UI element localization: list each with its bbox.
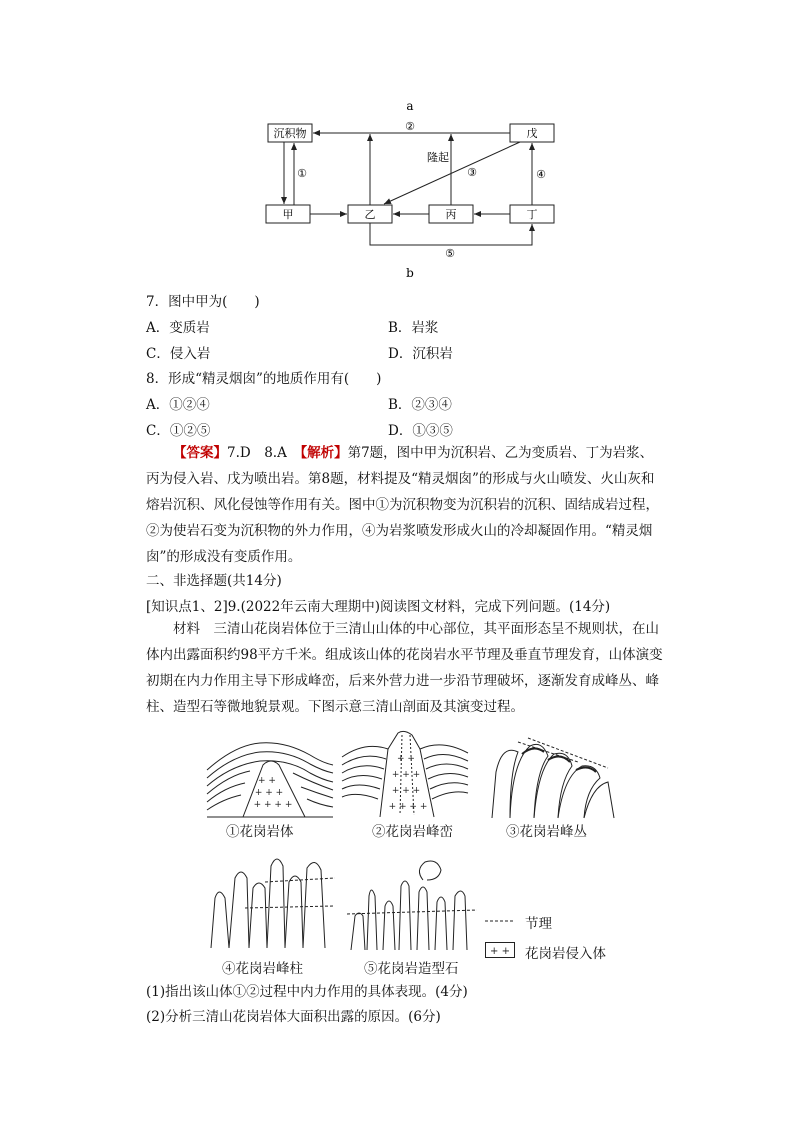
box-sediment [268, 124, 312, 142]
label-4: ④ [536, 168, 546, 181]
q7-stem: 7．图中甲为( ) [146, 294, 260, 310]
legend-intrusion-symbol [485, 942, 515, 958]
box-bing [429, 205, 473, 223]
label-2: ② [405, 120, 415, 133]
q9-sub2: (2)分析三清山花岗岩体大面积出露的原因。(6分) [146, 1009, 441, 1025]
q7-option-a[interactable]: A．变质岩 [146, 320, 210, 336]
svg-text:+ + +: + + + [391, 786, 421, 796]
box-ding [510, 205, 554, 223]
svg-text:+ + +: + + + [391, 770, 421, 780]
caption-granite-shaped-stone: ⑤花岗岩造型石 [364, 961, 459, 977]
section-title: 二、非选择题(共14分) [146, 573, 282, 589]
label-uplift: 隆起 [427, 151, 449, 164]
figure-granite-shaped-stone [345, 856, 480, 953]
rock-cycle-diagram [258, 96, 564, 280]
legend-joint-label: 节理 [525, 916, 552, 932]
box-jia [266, 205, 310, 223]
label-b: b [406, 266, 414, 280]
box-yi [348, 205, 392, 223]
q8-stem: 8．形成“精灵烟囱”的地质作用有( ) [146, 371, 382, 387]
q7-option-d[interactable]: D．沉积岩 [388, 346, 453, 362]
label-3: ③ [467, 166, 477, 179]
q8-option-c[interactable]: C．①②⑤ [146, 423, 211, 439]
q8-option-d[interactable]: D．①③⑤ [388, 423, 453, 439]
svg-text:沉积物: 沉积物 [273, 127, 307, 140]
caption-granite-ridge: ②花岗岩峰峦 [372, 824, 453, 840]
legend-intrusion-label: 花岗岩侵入体 [525, 946, 606, 962]
arrow-wu-to-yi [384, 142, 520, 204]
answer-block [146, 440, 666, 570]
legend [485, 912, 625, 964]
analysis-tag: 【解析】 [300, 445, 348, 461]
label-5: ⑤ [445, 247, 455, 260]
caption-granite-body: ①花岗岩体 [226, 824, 294, 840]
analysis-text: 第7题，图中甲为沉积岩、乙为变质岩、丁为岩浆、丙为侵入岩、戊为喷出岩。第8题，材料提及“精灵烟囱”的形成与火山喷发、火山灰和熔岩沉积、风化侵蚀等作用有关。图中①为沉积物变为沉积岩的沉积、固结成岩过程，②为使岩石变为沉积物的外力作用，④为岩浆喷发形成火山的冷却凝固作用。“精灵烟囱”的形成没有变质作用。 [146, 445, 659, 565]
svg-text:+ +: + + [258, 776, 276, 786]
svg-text:丙: 丙 [445, 208, 457, 221]
answer-tag: 【答案】 [173, 445, 227, 461]
q8-option-a[interactable]: A．①②④ [146, 397, 210, 413]
svg-text:甲: 甲 [282, 208, 294, 221]
caption-granite-pillar: ④花岗岩峰柱 [222, 961, 303, 977]
q9-material: 材料 三清山花岗岩体位于三清山山体的中心部位，其平面形态呈不规则状，在山体内出露面积约98平方千米。组成该山体的花岗岩水平节理及垂直节理发育，山体演变初期在内力作用主导下形成峰峦，后来外营力进一步沿节理破坏，逐渐发育成峰丛、峰柱、造型石等微地貌景观。下图示意三清山剖面及其演变过程。 [146, 621, 663, 715]
figure-granite-pillar [205, 848, 340, 953]
q7-option-c[interactable]: C．侵入岩 [146, 346, 211, 362]
q8-option-b[interactable]: B．②③④ [388, 397, 452, 413]
label-a: a [406, 99, 414, 113]
figure-granite-ridge [340, 727, 470, 820]
svg-text:戊: 戊 [526, 127, 538, 140]
svg-text:+ + + +: + + + + [388, 802, 428, 812]
svg-text:乙: 乙 [364, 208, 376, 221]
q7-option-b[interactable]: B．岩浆 [388, 320, 439, 336]
svg-text:+ +: + + [490, 946, 510, 957]
svg-text:+ + + +: + + + + [253, 800, 293, 810]
arrow-yi-to-ding [370, 223, 532, 245]
svg-text:+ + +: + + + [254, 788, 284, 798]
svg-text:+ +: + + [397, 754, 415, 764]
svg-text:丁: 丁 [526, 208, 538, 221]
figure-granite-cluster [488, 732, 618, 820]
q9-intro: [知识点1、2]9.(2022年云南大理期中)阅读图文材料，完成下列问题。(14分) [146, 599, 611, 615]
q9-sub1: (1)指出该山体①②过程中内力作用的具体表现。(4分) [146, 984, 468, 1000]
caption-granite-cluster: ③花岗岩峰丛 [506, 824, 587, 840]
answer-value: 7.D 8.A [227, 445, 287, 461]
legend-joint-symbol [485, 918, 515, 924]
label-1: ① [297, 167, 307, 180]
box-wu [510, 124, 554, 142]
figure-granite-body [205, 735, 335, 820]
